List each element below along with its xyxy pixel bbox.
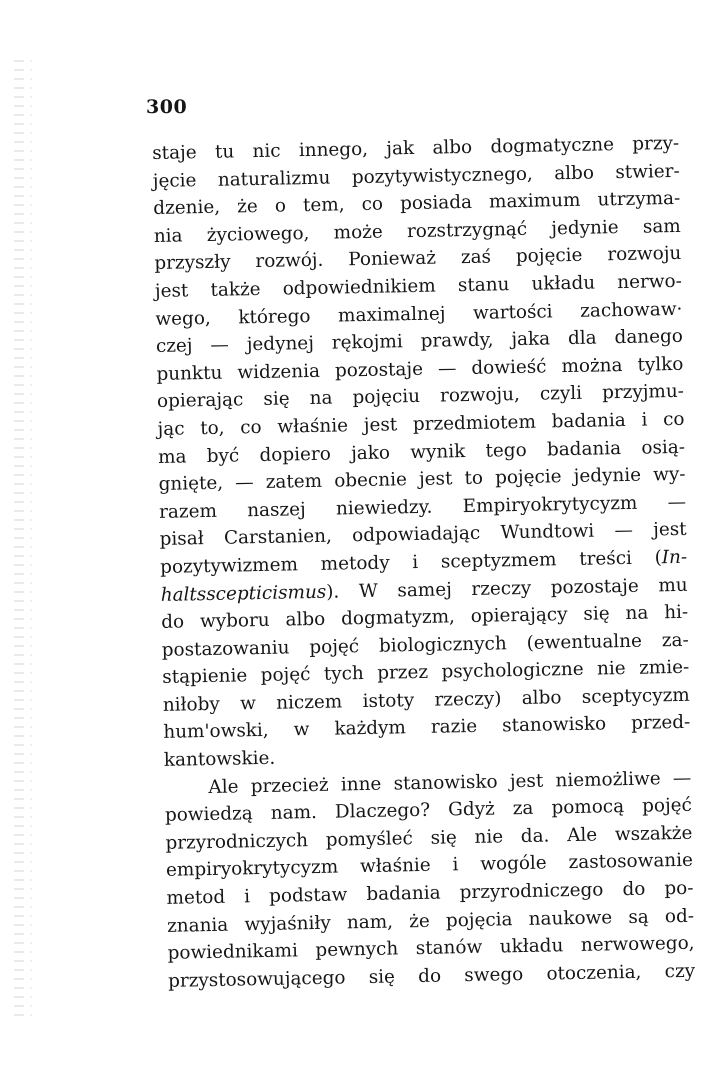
text-line: znania wyjaśniły nam, że pojęcia naukowe są od- [166, 905, 695, 937]
text-line: przyszły rozwój. Ponieważ zaś pojęcie rozwoju [154, 243, 682, 275]
text-line: stąpienie pojęć tych przez psychologiczne nie zmie- [162, 657, 690, 689]
page-number: 300 [146, 96, 188, 118]
text-line: przyrodniczych pomyśleć się nie da. Ale wszakże [165, 822, 693, 854]
text-line: dzenie, że o tem, co posiada maximum utrzyma- [153, 188, 681, 220]
text-line: czej — jedynej rękojmi prawdy, jaka dla danego [155, 326, 684, 358]
text-line: jąc to, co właśnie jest przedmiotem badania i co [157, 408, 685, 440]
body-text [152, 130, 695, 995]
text-line: hum'owski, w każdym razie stanowisko przed- [163, 712, 691, 744]
scan-gutter-mark [14, 60, 24, 1020]
italic-term: haltsscepticismus [160, 581, 327, 606]
text-line: opierając się na pojęciu rozwoju, czyli przyjmu- [156, 381, 685, 413]
text-line: ma być dopiero jako wynik tego badania osią- [157, 436, 686, 468]
text-line: gnięte, — zatem obecnie jest to pojęcie jedynie wy- [158, 463, 686, 496]
text-line: empiryokrytycyzm właśnie i wogóle zastosowanie [165, 850, 694, 882]
text-line: pisał Carstanien, odpowiadając Wundtowi — jest [159, 519, 687, 551]
text-line: postazowaniu pojęć biologicznych (ewentualne za- [161, 629, 689, 661]
text-line: Ale przecież inne stanowisko jest niemożliwe — [208, 767, 692, 798]
text-fragment: pozytywizmem metody i sceptyzmem treści ( [160, 547, 662, 578]
text-line: powiedzą nam. Dlaczego? Gdyż za pomocą pojęć [164, 795, 693, 827]
text-line: wego, którego maximalnej wartości zachowaw· [155, 298, 683, 330]
text-line: jęcie naturalizmu pozytywistycznego, albo stwier- [152, 160, 680, 192]
text-line: punktu widzenia pozostaje — dowieść można tylko [156, 353, 684, 385]
text-line: razem naszej niewiedzy. Empiryokrytycyzm — [158, 491, 687, 523]
text-line: do wyboru albo dogmatyzm, opierający się na hi- [161, 601, 689, 634]
italic-term: In- [661, 546, 688, 569]
text-line: staje tu nic innego, jak albo dogmatyczne przy- [152, 132, 680, 164]
text-line: przystosowującego się do swego otoczenia, czy [167, 960, 696, 992]
text-line: niłoby w niczem istoty rzeczy) albo sceptycyzm [162, 684, 690, 716]
text-line: metod i podstaw badania przyrodniczego do po- [166, 877, 694, 909]
text-line: nia życiowego, może rozstrzygnąć jedynie sam [153, 215, 681, 247]
text-line: kantowskie. [163, 747, 276, 771]
text-line: jest także odpowiednikiem stanu układu nerwo- [154, 270, 683, 302]
text-line: powiednikami pewnych stanów układu nerwowego, [167, 932, 695, 965]
text-fragment: ). W samej rzeczy pozostaje mu [326, 574, 688, 603]
scan-gutter-line [30, 60, 32, 1020]
